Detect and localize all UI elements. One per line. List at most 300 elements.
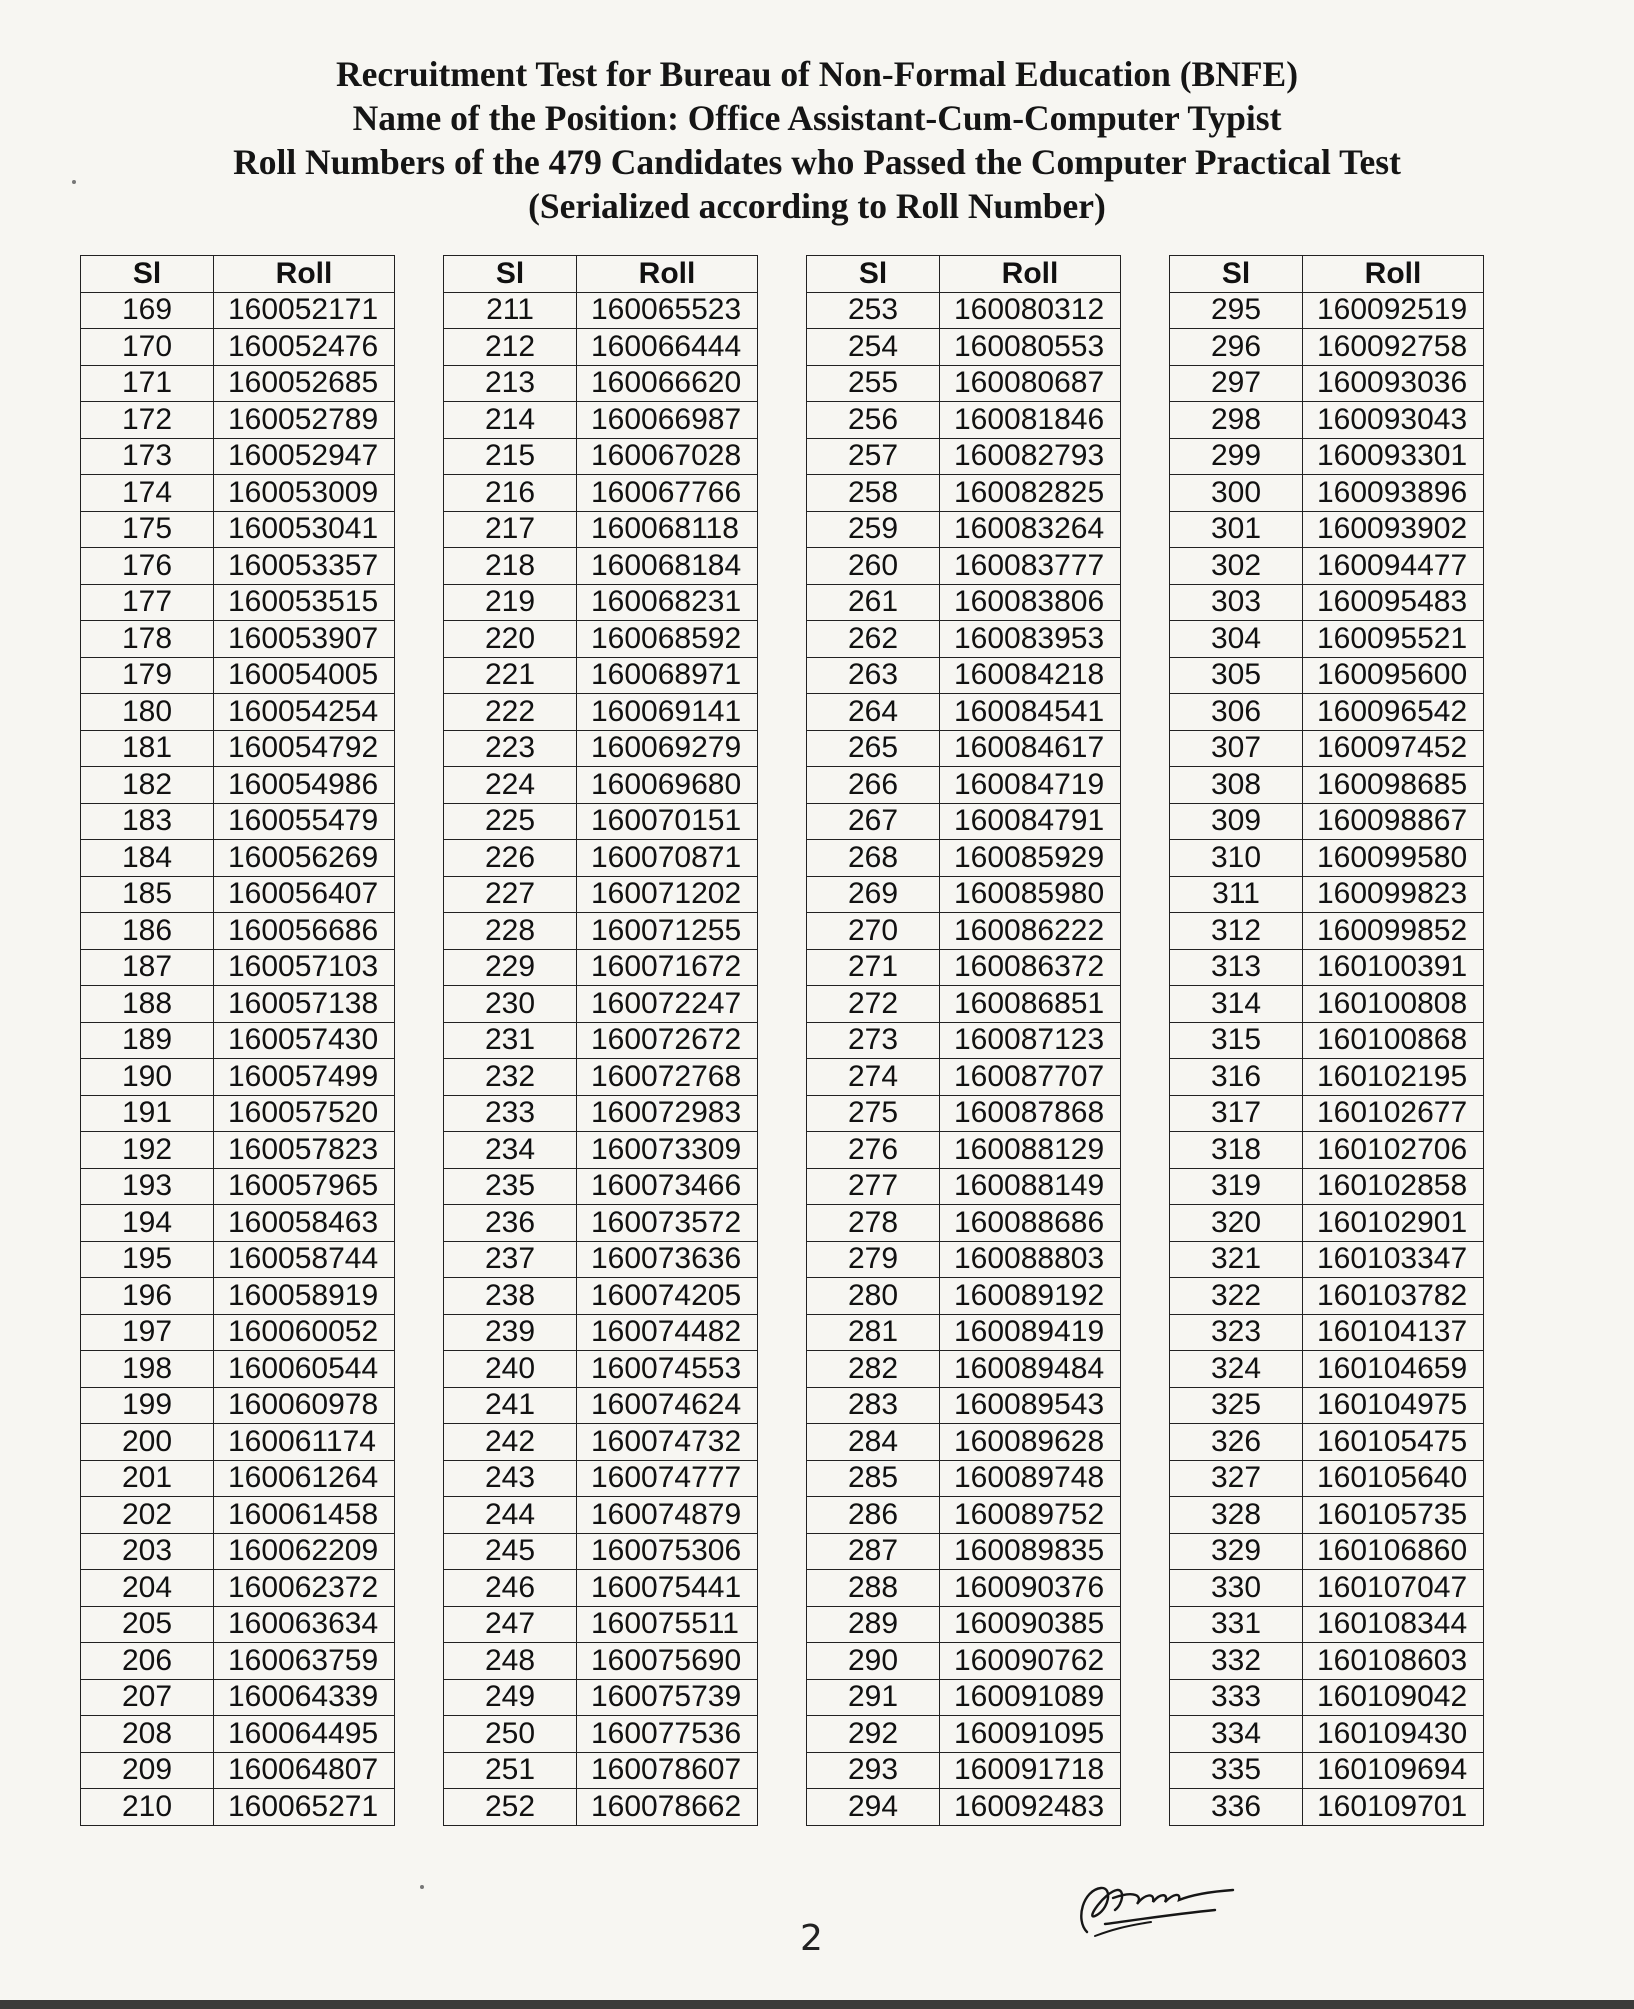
roll-cell: 160082825 — [940, 475, 1121, 512]
roll-cell: 160094477 — [1303, 548, 1484, 585]
roll-cell: 160057430 — [214, 1022, 395, 1059]
roll-cell: 160065523 — [577, 292, 758, 329]
roll-table-4 — [1169, 255, 1484, 1826]
table-row — [1170, 1716, 1484, 1753]
sl-cell: 188 — [81, 986, 214, 1023]
table-row — [81, 329, 395, 366]
roll-cell: 160102706 — [1303, 1132, 1484, 1169]
roll-cell: 160062209 — [214, 1533, 395, 1570]
table-row — [1170, 1205, 1484, 1242]
sl-cell: 293 — [807, 1752, 940, 1789]
sl-cell: 335 — [1170, 1752, 1303, 1789]
roll-cell: 160102858 — [1303, 1168, 1484, 1205]
roll-cell: 160095521 — [1303, 621, 1484, 658]
roll-cell: 160105640 — [1303, 1460, 1484, 1497]
table-row — [81, 1789, 395, 1826]
table-row — [1170, 913, 1484, 950]
sl-cell: 325 — [1170, 1387, 1303, 1424]
sl-cell: 316 — [1170, 1059, 1303, 1096]
sl-cell: 214 — [444, 402, 577, 439]
sl-cell: 324 — [1170, 1351, 1303, 1388]
sl-cell: 329 — [1170, 1533, 1303, 1570]
sl-cell: 269 — [807, 876, 940, 913]
roll-cell: 160108603 — [1303, 1643, 1484, 1680]
sl-cell: 272 — [807, 986, 940, 1023]
table-row — [81, 1497, 395, 1534]
sl-cell: 286 — [807, 1497, 940, 1534]
sl-cell: 301 — [1170, 511, 1303, 548]
table-row — [444, 840, 758, 877]
table-row — [1170, 584, 1484, 621]
table-row — [444, 657, 758, 694]
roll-cell: 160074777 — [577, 1460, 758, 1497]
table-row — [81, 1643, 395, 1680]
sl-cell: 271 — [807, 949, 940, 986]
table-row — [444, 548, 758, 585]
table-row — [807, 1643, 1121, 1680]
sl-cell: 254 — [807, 329, 940, 366]
sl-cell: 191 — [81, 1095, 214, 1132]
sl-cell: 211 — [444, 292, 577, 329]
table-row — [807, 1570, 1121, 1607]
table-row — [1170, 1351, 1484, 1388]
sl-cell: 221 — [444, 657, 577, 694]
roll-cell: 160068184 — [577, 548, 758, 585]
sl-cell: 213 — [444, 365, 577, 402]
sl-cell: 307 — [1170, 730, 1303, 767]
table-row — [1170, 1606, 1484, 1643]
sl-cell: 192 — [81, 1132, 214, 1169]
roll-cell: 160083264 — [940, 511, 1121, 548]
sl-cell: 229 — [444, 949, 577, 986]
roll-column-header: Roll — [940, 256, 1121, 293]
sl-cell: 322 — [1170, 1278, 1303, 1315]
roll-cell: 160070871 — [577, 840, 758, 877]
roll-cell: 160054005 — [214, 657, 395, 694]
table-row — [1170, 621, 1484, 658]
roll-cell: 160086851 — [940, 986, 1121, 1023]
roll-cell: 160095600 — [1303, 657, 1484, 694]
sl-cell: 309 — [1170, 803, 1303, 840]
table-row — [1170, 1241, 1484, 1278]
sl-cell: 282 — [807, 1351, 940, 1388]
sl-cell: 205 — [81, 1606, 214, 1643]
table-row — [1170, 1533, 1484, 1570]
table-row — [1170, 986, 1484, 1023]
roll-cell: 160056686 — [214, 913, 395, 950]
roll-cell: 160074624 — [577, 1387, 758, 1424]
sl-cell: 239 — [444, 1314, 577, 1351]
roll-cell: 160093896 — [1303, 475, 1484, 512]
roll-cell: 160052685 — [214, 365, 395, 402]
sl-cell: 234 — [444, 1132, 577, 1169]
roll-cell: 160066987 — [577, 402, 758, 439]
roll-cell: 160053357 — [214, 548, 395, 585]
roll-cell: 160074732 — [577, 1424, 758, 1461]
table-row — [807, 1095, 1121, 1132]
roll-column-header: Roll — [214, 256, 395, 293]
roll-cell: 160093301 — [1303, 438, 1484, 475]
roll-cell: 160109430 — [1303, 1716, 1484, 1753]
sl-cell: 308 — [1170, 767, 1303, 804]
roll-cell: 160053907 — [214, 621, 395, 658]
roll-cell: 160063634 — [214, 1606, 395, 1643]
roll-cell: 160057965 — [214, 1168, 395, 1205]
roll-cell: 160057499 — [214, 1059, 395, 1096]
sl-cell: 300 — [1170, 475, 1303, 512]
roll-cell: 160100391 — [1303, 949, 1484, 986]
roll-cell: 160069680 — [577, 767, 758, 804]
roll-cell: 160090376 — [940, 1570, 1121, 1607]
roll-cell: 160083953 — [940, 621, 1121, 658]
table-row — [1170, 1679, 1484, 1716]
table-row — [81, 1168, 395, 1205]
table-row — [807, 1132, 1121, 1169]
roll-cell: 160106860 — [1303, 1533, 1484, 1570]
table-row — [81, 876, 395, 913]
roll-cell: 160098867 — [1303, 803, 1484, 840]
table-row — [807, 1789, 1121, 1826]
table-row — [444, 1132, 758, 1169]
sl-cell: 183 — [81, 803, 214, 840]
roll-cell: 160089752 — [940, 1497, 1121, 1534]
sl-cell: 197 — [81, 1314, 214, 1351]
sl-cell: 196 — [81, 1278, 214, 1315]
table-row — [81, 1387, 395, 1424]
table-row — [1170, 1278, 1484, 1315]
sl-cell: 319 — [1170, 1168, 1303, 1205]
table-row — [444, 1460, 758, 1497]
sl-cell: 207 — [81, 1679, 214, 1716]
table-row — [807, 511, 1121, 548]
sl-cell: 182 — [81, 767, 214, 804]
table-row — [444, 1387, 758, 1424]
roll-cell: 160053515 — [214, 584, 395, 621]
table-row — [444, 329, 758, 366]
table-row — [81, 548, 395, 585]
table-row — [444, 1606, 758, 1643]
table-row — [1170, 548, 1484, 585]
table-row — [81, 1095, 395, 1132]
sl-cell: 231 — [444, 1022, 577, 1059]
roll-cell: 160095483 — [1303, 584, 1484, 621]
table-row — [807, 1387, 1121, 1424]
roll-cell: 160099823 — [1303, 876, 1484, 913]
sl-cell: 189 — [81, 1022, 214, 1059]
table-row — [1170, 1132, 1484, 1169]
sl-cell: 206 — [81, 1643, 214, 1680]
table-row — [81, 475, 395, 512]
table-row — [444, 694, 758, 731]
sl-cell: 310 — [1170, 840, 1303, 877]
roll-cell: 160060052 — [214, 1314, 395, 1351]
sl-cell: 261 — [807, 584, 940, 621]
roll-cell: 160087707 — [940, 1059, 1121, 1096]
roll-cell: 160083806 — [940, 584, 1121, 621]
roll-cell: 160058744 — [214, 1241, 395, 1278]
table-row — [1170, 329, 1484, 366]
roll-cell: 160091095 — [940, 1716, 1121, 1753]
table-row — [1170, 475, 1484, 512]
roll-cell: 160063759 — [214, 1643, 395, 1680]
roll-cell: 160078662 — [577, 1789, 758, 1826]
table-row — [1170, 1570, 1484, 1607]
roll-cell: 160084218 — [940, 657, 1121, 694]
roll-cell: 160080553 — [940, 329, 1121, 366]
roll-cell: 160052171 — [214, 292, 395, 329]
roll-cell: 160068592 — [577, 621, 758, 658]
sl-cell: 296 — [1170, 329, 1303, 366]
roll-cell: 160064495 — [214, 1716, 395, 1753]
sl-cell: 190 — [81, 1059, 214, 1096]
table-row — [807, 1205, 1121, 1242]
roll-cell: 160069141 — [577, 694, 758, 731]
roll-cell: 160066620 — [577, 365, 758, 402]
roll-cell: 160092483 — [940, 1789, 1121, 1826]
roll-cell: 160100808 — [1303, 986, 1484, 1023]
sl-cell: 194 — [81, 1205, 214, 1242]
sl-column-header: Sl — [1170, 256, 1303, 293]
sl-cell: 176 — [81, 548, 214, 585]
sl-cell: 318 — [1170, 1132, 1303, 1169]
table-row — [81, 292, 395, 329]
table-row — [1170, 438, 1484, 475]
roll-cell: 160052947 — [214, 438, 395, 475]
sl-cell: 321 — [1170, 1241, 1303, 1278]
roll-cell: 160089628 — [940, 1424, 1121, 1461]
table-row — [81, 1716, 395, 1753]
table-row — [807, 1752, 1121, 1789]
sl-cell: 294 — [807, 1789, 940, 1826]
roll-cell: 160102677 — [1303, 1095, 1484, 1132]
roll-cell: 160053009 — [214, 475, 395, 512]
sl-cell: 202 — [81, 1497, 214, 1534]
roll-cell: 160084541 — [940, 694, 1121, 731]
roll-cell: 160102195 — [1303, 1059, 1484, 1096]
sl-cell: 175 — [81, 511, 214, 548]
table-row — [1170, 803, 1484, 840]
table-row — [444, 1059, 758, 1096]
sl-cell: 220 — [444, 621, 577, 658]
table-row — [807, 1278, 1121, 1315]
sl-cell: 253 — [807, 292, 940, 329]
table-row — [444, 1679, 758, 1716]
sl-cell: 178 — [81, 621, 214, 658]
table-row — [81, 840, 395, 877]
sl-cell: 336 — [1170, 1789, 1303, 1826]
roll-column-header: Roll — [577, 256, 758, 293]
sl-cell: 279 — [807, 1241, 940, 1278]
roll-cell: 160107047 — [1303, 1570, 1484, 1607]
table-row — [81, 949, 395, 986]
sl-cell: 236 — [444, 1205, 577, 1242]
table-row — [444, 1314, 758, 1351]
sl-cell: 317 — [1170, 1095, 1303, 1132]
roll-cell: 160061174 — [214, 1424, 395, 1461]
sl-cell: 297 — [1170, 365, 1303, 402]
sl-cell: 287 — [807, 1533, 940, 1570]
table-row — [444, 1168, 758, 1205]
roll-cell: 160103347 — [1303, 1241, 1484, 1278]
table-row — [807, 840, 1121, 877]
table-row — [444, 1205, 758, 1242]
sl-cell: 181 — [81, 730, 214, 767]
table-row — [807, 694, 1121, 731]
sl-cell: 312 — [1170, 913, 1303, 950]
roll-cell: 160088803 — [940, 1241, 1121, 1278]
table-row — [807, 584, 1121, 621]
table-row — [444, 1241, 758, 1278]
sl-cell: 333 — [1170, 1679, 1303, 1716]
sl-cell: 235 — [444, 1168, 577, 1205]
roll-cell: 160075441 — [577, 1570, 758, 1607]
table-row — [807, 1241, 1121, 1278]
sl-cell: 218 — [444, 548, 577, 585]
roll-cell: 160067028 — [577, 438, 758, 475]
sl-cell: 257 — [807, 438, 940, 475]
roll-table-2 — [443, 255, 758, 1826]
sl-cell: 284 — [807, 1424, 940, 1461]
roll-cell: 160084617 — [940, 730, 1121, 767]
roll-cell: 160060544 — [214, 1351, 395, 1388]
roll-cell: 160073572 — [577, 1205, 758, 1242]
roll-cell: 160075511 — [577, 1606, 758, 1643]
roll-cell: 160109694 — [1303, 1752, 1484, 1789]
heading-description: Roll Numbers of the 479 Candidates who Passed the Computer Practical Test — [233, 142, 1401, 182]
table-row — [81, 1314, 395, 1351]
roll-cell: 160055479 — [214, 803, 395, 840]
sl-cell: 187 — [81, 949, 214, 986]
table-row — [807, 1424, 1121, 1461]
roll-cell: 160074879 — [577, 1497, 758, 1534]
roll-cell: 160052476 — [214, 329, 395, 366]
sl-cell: 246 — [444, 1570, 577, 1607]
sl-cell: 242 — [444, 1424, 577, 1461]
table-row — [1170, 1424, 1484, 1461]
table-row — [81, 511, 395, 548]
table-row — [81, 1606, 395, 1643]
roll-cell: 160105735 — [1303, 1497, 1484, 1534]
sl-cell: 193 — [81, 1168, 214, 1205]
sl-cell: 237 — [444, 1241, 577, 1278]
roll-cell: 160093043 — [1303, 402, 1484, 439]
roll-cell: 160077536 — [577, 1716, 758, 1753]
sl-cell: 299 — [1170, 438, 1303, 475]
table-row — [807, 475, 1121, 512]
sl-cell: 330 — [1170, 1570, 1303, 1607]
roll-cell: 160103782 — [1303, 1278, 1484, 1315]
sl-cell: 304 — [1170, 621, 1303, 658]
roll-cell: 160068118 — [577, 511, 758, 548]
sl-cell: 171 — [81, 365, 214, 402]
table-row — [807, 1716, 1121, 1753]
sl-cell: 228 — [444, 913, 577, 950]
table-row — [1170, 767, 1484, 804]
table-row — [1170, 1460, 1484, 1497]
roll-cell: 160090762 — [940, 1643, 1121, 1680]
sl-cell: 258 — [807, 475, 940, 512]
table-row — [1170, 1752, 1484, 1789]
table-row — [81, 402, 395, 439]
table-row — [807, 1314, 1121, 1351]
table-row — [807, 365, 1121, 402]
sl-cell: 328 — [1170, 1497, 1303, 1534]
table-row — [807, 730, 1121, 767]
sl-cell: 313 — [1170, 949, 1303, 986]
table-row — [81, 1241, 395, 1278]
table-row — [81, 694, 395, 731]
roll-cell: 160085929 — [940, 840, 1121, 877]
sl-cell: 210 — [81, 1789, 214, 1826]
roll-cell: 160104137 — [1303, 1314, 1484, 1351]
sl-cell: 277 — [807, 1168, 940, 1205]
table-row — [807, 657, 1121, 694]
roll-cell: 160072247 — [577, 986, 758, 1023]
sl-cell: 260 — [807, 548, 940, 585]
roll-cell: 160057823 — [214, 1132, 395, 1169]
sl-cell: 247 — [444, 1606, 577, 1643]
table-row — [81, 1460, 395, 1497]
table-row — [444, 1716, 758, 1753]
roll-cell: 160074482 — [577, 1314, 758, 1351]
heading-title: Recruitment Test for Bureau of Non-Formal Education (BNFE) — [335, 54, 1299, 94]
roll-table-1 — [80, 255, 395, 1826]
table-row — [1170, 1095, 1484, 1132]
roll-cell: 160078607 — [577, 1752, 758, 1789]
sl-cell: 244 — [444, 1497, 577, 1534]
table-row — [444, 1095, 758, 1132]
sl-cell: 233 — [444, 1095, 577, 1132]
roll-cell: 160087868 — [940, 1095, 1121, 1132]
table-row — [444, 621, 758, 658]
sl-cell: 289 — [807, 1606, 940, 1643]
sl-cell: 248 — [444, 1643, 577, 1680]
table-row — [1170, 1789, 1484, 1826]
table-row — [444, 986, 758, 1023]
sl-cell: 315 — [1170, 1022, 1303, 1059]
sl-cell: 291 — [807, 1679, 940, 1716]
roll-cell: 160091718 — [940, 1752, 1121, 1789]
roll-cell: 160065271 — [214, 1789, 395, 1826]
table-row — [1170, 1387, 1484, 1424]
roll-cell: 160054792 — [214, 730, 395, 767]
sl-cell: 259 — [807, 511, 940, 548]
sl-cell: 184 — [81, 840, 214, 877]
sl-cell: 232 — [444, 1059, 577, 1096]
sl-cell: 320 — [1170, 1205, 1303, 1242]
roll-cell: 160075739 — [577, 1679, 758, 1716]
heading-position: Name of the Position: Office Assistant-Cum-Computer Typist — [352, 98, 1282, 138]
roll-cell: 160067766 — [577, 475, 758, 512]
sl-cell: 305 — [1170, 657, 1303, 694]
table-row — [807, 986, 1121, 1023]
table-row — [807, 1460, 1121, 1497]
table-row — [81, 1570, 395, 1607]
roll-cell: 160071202 — [577, 876, 758, 913]
table-row — [81, 438, 395, 475]
sl-cell: 225 — [444, 803, 577, 840]
table-row — [807, 949, 1121, 986]
sl-cell: 281 — [807, 1314, 940, 1351]
roll-cell: 160090385 — [940, 1606, 1121, 1643]
table-row — [81, 584, 395, 621]
table-row — [444, 730, 758, 767]
table-row — [444, 1752, 758, 1789]
sl-cell: 267 — [807, 803, 940, 840]
table-row — [1170, 730, 1484, 767]
roll-cell: 160083777 — [940, 548, 1121, 585]
roll-cell: 160088686 — [940, 1205, 1121, 1242]
